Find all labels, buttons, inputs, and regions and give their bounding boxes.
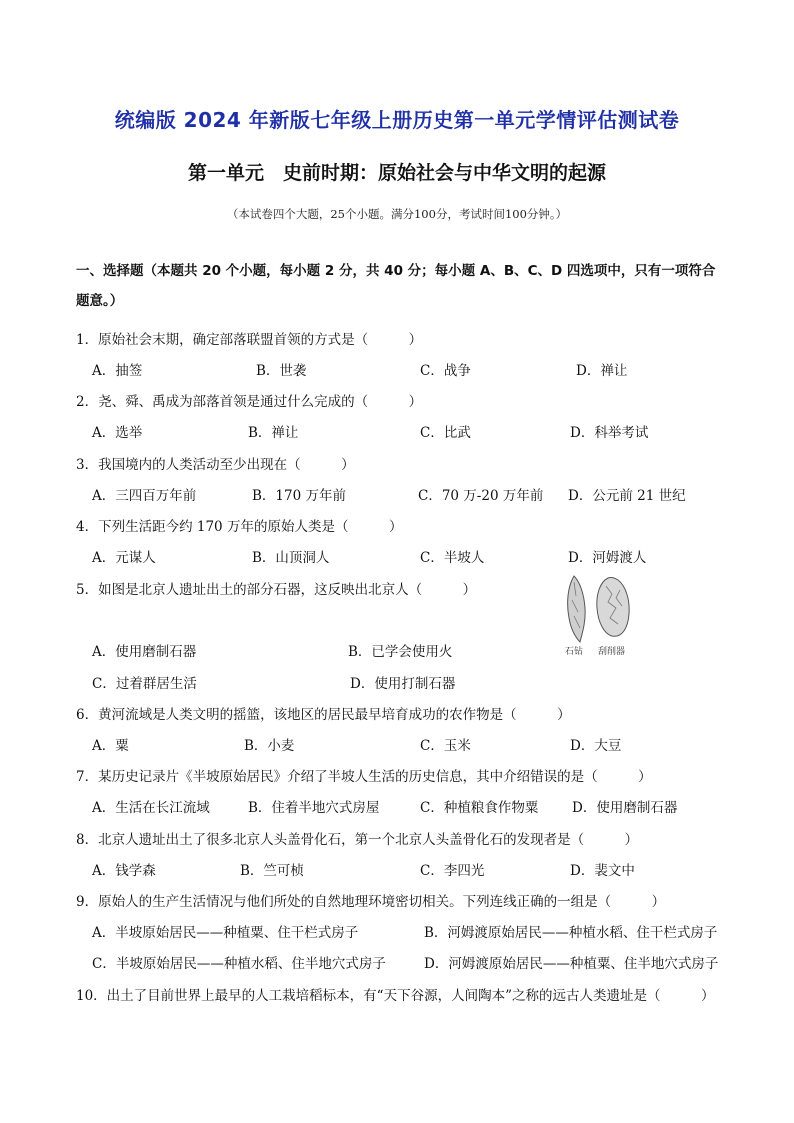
option-d: D．大豆 xyxy=(570,738,622,754)
option-a: A．三四百万年前 xyxy=(92,488,197,504)
option-b: B．河姆渡原始居民——种植水稻、住干栏式房子 xyxy=(424,925,718,941)
figure-caption-drill: 石钻 xyxy=(565,647,584,657)
option-a: A．使用磨制石器 xyxy=(92,644,197,660)
option-a: A．半坡原始居民——种植粟、住干栏式房子 xyxy=(92,925,359,941)
option-b: B．禅让 xyxy=(248,425,299,441)
option-c: C．半坡人 xyxy=(420,550,485,566)
option-d: D．使用磨制石器 xyxy=(572,800,678,816)
option-b: B．住着半地穴式房屋 xyxy=(248,800,380,816)
question-8: 8．北京人遗址出土了很多北京人头盖骨化石，第一个北京人头盖骨化石的发现者是（ ） xyxy=(76,832,639,848)
option-b: B．竺可桢 xyxy=(240,863,304,879)
option-c: C．70 万-20 万年前 xyxy=(418,488,544,504)
option-c: C．玉米 xyxy=(420,738,471,754)
question-9: 9．原始人的生产生活情况与他们所处的自然地理环境密切相关。下列连线正确的一组是（ ） xyxy=(76,894,666,910)
option-b: B．山顶洞人 xyxy=(252,550,330,566)
question-2: 2．尧、舜、禹成为部落首领是通过什么完成的（ ） xyxy=(76,394,423,410)
option-a: A．生活在长江流域 xyxy=(92,800,210,816)
option-a: A．钱学森 xyxy=(92,863,156,879)
option-d: D．河姆渡人 xyxy=(568,550,647,566)
option-b: B．世袭 xyxy=(256,363,307,379)
section-heading: 一、选择题（本题共 20 个小题，每小题 2 分，共 40 分；每小题 A、B、C、D 四选项中，只有一项符合题意。） xyxy=(76,263,716,309)
question-10: 10．出土了目前世界上最早的人工栽培稻标本，有“天下谷源，人间陶本”之称的远古人类遗址是（ ） xyxy=(76,988,715,1004)
option-c: C．战争 xyxy=(420,363,471,379)
stone-tools-image xyxy=(560,572,640,644)
option-d: D．科举考试 xyxy=(570,425,649,441)
option-c: C．种植粮食作物粟 xyxy=(420,800,539,816)
exam-title: 统编版 2024 年新版七年级上册历史第一单元学情评估测试卷 xyxy=(114,108,680,132)
option-b: B．170 万年前 xyxy=(252,488,346,504)
option-d: D．裴文中 xyxy=(570,863,635,879)
figure-caption-scraper: 刮削器 xyxy=(598,647,626,657)
question-7: 7．某历史记录片《半坡原始居民》介绍了半坡人生活的历史信息，其中介绍错误的是（ ） xyxy=(76,769,652,785)
option-b: B．小麦 xyxy=(244,738,295,754)
question-1: 1．原始社会末期，确定部落联盟首领的方式是（ ） xyxy=(76,332,423,348)
option-c: C．李四光 xyxy=(420,863,485,879)
option-c: C．比武 xyxy=(420,425,471,441)
unit-subtitle: 第一单元 史前时期：原始社会与中华文明的起源 xyxy=(187,162,606,184)
option-d: D．禅让 xyxy=(576,363,628,379)
option-a: A．抽签 xyxy=(92,363,143,379)
question-5: 5．如图是北京人遗址出土的部分石器，这反映出北京人（ ） xyxy=(76,582,477,598)
question-4: 4．下列生活距今约 170 万年的原始人类是（ ） xyxy=(76,519,403,535)
option-a: A．粟 xyxy=(92,738,129,754)
option-d: D．公元前 21 世纪 xyxy=(568,488,686,504)
option-c: C．半坡原始居民——种植水稻、住半地穴式房子 xyxy=(92,956,386,972)
question-6: 6．黄河流域是人类文明的摇篮，该地区的居民最早培育成功的农作物是（ ） xyxy=(76,707,571,723)
option-a: A．选举 xyxy=(92,425,143,441)
option-a: A．元谋人 xyxy=(92,550,156,566)
option-b: B．已学会使用火 xyxy=(348,644,453,660)
option-d: D．使用打制石器 xyxy=(350,676,456,692)
exam-note: （本试卷四个大题，25个小题。满分100分，考试时间100分钟。） xyxy=(226,207,568,221)
option-d: D．河姆渡原始居民——种植粟、住半地穴式房子 xyxy=(424,956,719,972)
option-c: C．过着群居生活 xyxy=(92,676,197,692)
question-3: 3．我国境内的人类活动至少出现在（ ） xyxy=(76,457,355,473)
